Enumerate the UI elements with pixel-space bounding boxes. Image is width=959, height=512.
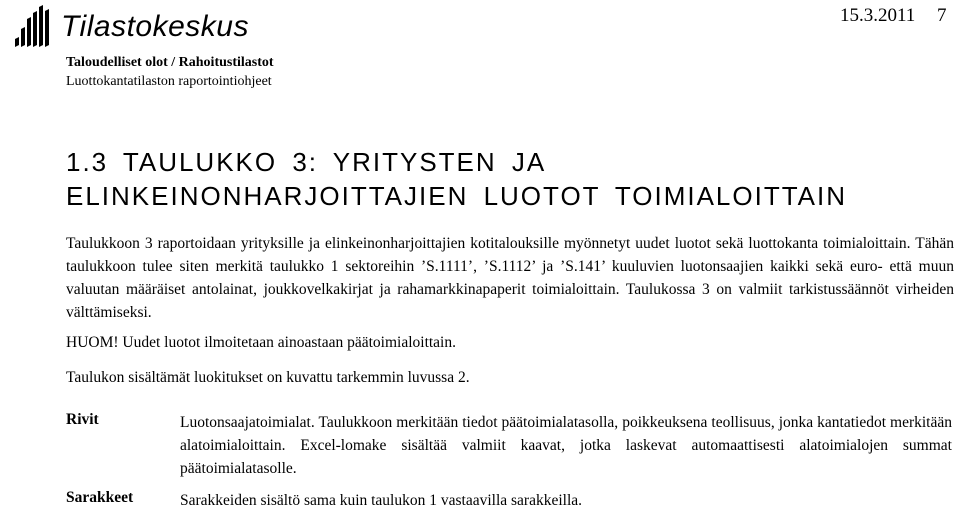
section-heading — [66, 145, 956, 213]
header-subtitle-line1: Taloudelliset olot / Rahoitustilastot — [66, 55, 274, 70]
definition-label-rows: Rivit — [66, 411, 99, 428]
header-subtitle-line2: Luottokantatilaston raportointiohjeet — [66, 74, 272, 89]
page-number: 7 — [937, 5, 947, 26]
definition-text-rows: Luotonsaajatoimialat. Taulukkoon merkitään tiedot päätoimialatasolla, poikkeuksena teollisuus, jonka kantatiedot merkitään alatoimialoittain. Excel-lomake sisältää valmiit kaavat, jotka laskevat automaattisesti alatoimialojen summat päätoimialatasolle. — [180, 414, 952, 477]
section-heading-line2: ELINKEINONHARJOITTAJIEN LUOTOT TOIMIALOITTAIN — [66, 181, 847, 211]
note-paragraph: HUOM! Uudet luotot ilmoitetaan ainoastaan päätoimialoittain. — [66, 334, 456, 351]
definition-text-columns: Sarakkeiden sisältö sama kuin taulukon 1 vastaavilla sarakkeilla. — [180, 492, 583, 509]
header-logo — [13, 5, 249, 49]
header-date: 15.3.2011 — [840, 5, 916, 26]
definition-label-columns: Sarakkeet — [66, 489, 134, 506]
classification-paragraph: Taulukon sisältämät luokitukset on kuvattu tarkemmin luvussa 2. — [66, 369, 470, 386]
tilastokeskus-logo-icon — [13, 5, 53, 49]
section-heading-line1: 1.3 TAULUKKO 3: YRITYSTEN JA — [66, 147, 547, 177]
intro-paragraph: Taulukkoon 3 raportoidaan yrityksille ja elinkeinonharjoittajien kotitalouksille myönnetyt uudet luotot sekä luottokanta toimialoittain. Tähän taulukkoon tulee siten merkitä taulukko 1 sektoreihin ’S.1111’, ’S.1112’ ja ’S.141’ kuuluvien luotonsaajien kaikki sekä euro- että muun valuutan määräiset antolainat, joukkovelkakirjat ja rahamarkkinapaperit toimialoittain. Taulukossa 3 on valmiit tarkistussäännöt virheiden välttämiseksi. — [66, 235, 954, 321]
brand-name: Tilastokeskus — [61, 10, 249, 43]
